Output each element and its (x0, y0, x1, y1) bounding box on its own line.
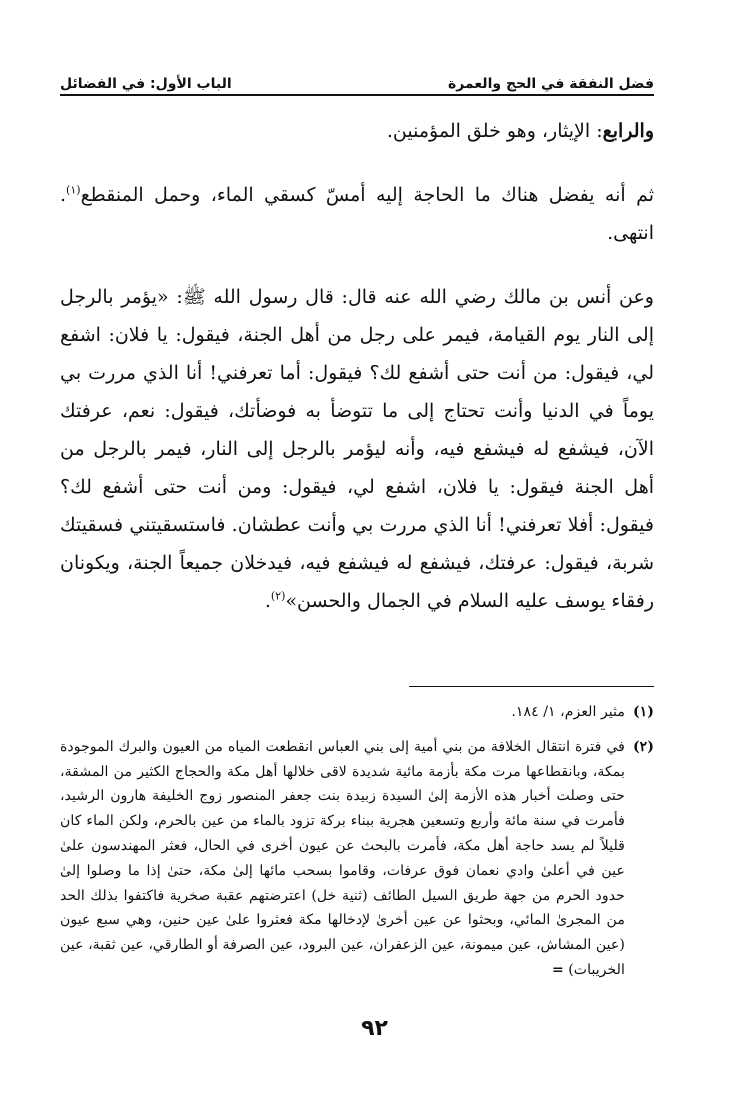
footnote-1-number: (١) (632, 704, 654, 720)
footnote-1 (60, 700, 654, 725)
footnote-2-text: في فترة انتقال الخلافة من بني أمية إلى بني العباس انقطعت المياه من العيون والبرك الموجودة بمكة، وبانقطاعها مرت مكة بأزمة مائية شديدة لاقى خلالها أهل مكة والحجاج الكثير من المشقة، حتى وصلت أخبار هذه الأزمة إلىٰ السيدة زبيدة بنت جعفر المنصور زوج الخليفة هارون الرشيد، فأمرت في سنة مائة وأربع وتسعين هجرية ببناء بركة تزود بالماء من عين بالحرم، ولكن الماء كان قليلاً لم يسد حاجة أهل مكة، فأمرت بالبحث عن عيون أخرى في الحال، فعثر المهندسون علىٰ عين في أعلىٰ وادي نعمان فوق عرفات، وقاموا بسحب مائها إلىٰ مكة، حتىٰ إذا ما وصلوا إلىٰ حدود الحرم من جهة طريق السيل الطائف (ثنية خل) اعترضتهم عقبة صخرية فاكتفوا بذلك الحد من المجرىٰ المائي، وبحثوا عن عين أخرىٰ لإدخالها مكة فعثروا علىٰ عين حنين، وهي سبع عيون (عين المشاش، عين ميمونة، عين الزعفران، عين البرود، عين الصرفة أو الطارقي، عين ثقبة، عين الخريبات) (60, 738, 625, 978)
paragraph-3-end: . (264, 590, 271, 612)
paragraph-1-text: : الإيثار، وهو خلق المؤمنين. (386, 120, 603, 142)
paragraph-2-text: ثم أنه يفضل هناك ما الحاجة إليه أمسّ كسقي الماء، وحمل المنقطع (80, 184, 654, 206)
footnote-1-text: مثير العزم، ١/ ١٨٤. (511, 704, 625, 720)
paragraph-1 (60, 112, 654, 150)
footnote-ref-2[interactable]: (٢) (270, 589, 286, 603)
footnote-ref-1[interactable]: (١) (66, 183, 81, 197)
footnote-2-number: (٢) (632, 738, 654, 755)
footnote-separator (409, 686, 654, 687)
header-book-title: فضل النفقة في الحج والعمرة (448, 76, 654, 92)
paragraph-3 (60, 278, 654, 620)
main-text (60, 112, 654, 620)
continuation-mark: = (551, 961, 564, 978)
paragraph-1-lead: والرابع (602, 120, 654, 142)
header-chapter-title: الباب الأول: في الفضائل (60, 76, 232, 92)
footnote-2-body (60, 735, 625, 983)
page-number: ٩٢ (361, 1016, 388, 1041)
footnote-2 (60, 735, 654, 983)
running-header (60, 64, 654, 92)
paragraph-3-text: وعن أنس بن مالك رضي الله عنه قال: قال رسول الله ﷺ: «يؤمر بالرجل إلى النار يوم القيامة، فيمر على رجل من أهل الجنة، فيقول: يا فلان: اشفع لي، فيقول: من أنت حتى أشفع لك؟ فيقول: أما تعرفني! أنا الذي مررت بي يوماً في الدنيا وأنت تحتاج إلى ما تتوضأ به فوضأتك، فيقول: نعم، عرفتك الآن، فيشفع له فيشفع فيه، وأنه ليؤمر بالرجل إلى النار، فيمر بالرجل من أهل الجنة فيقول: يا فلان، اشفع لي، فيقول: ومن أنت حتى أشفع لك؟ فيقول: أفلا تعرفني! أنا الذي مررت بي وأنت عطشان. فاستسقيتني فسقيتك شربة، فيقول: عرفتك، فيشفع له فيشفع فيه، فيدخلان جميعاً الجنة، ويكونان رفقاء يوسف عليه السلام في الجمال والحسن» (60, 286, 654, 612)
paragraph-2-end: . انتهى. (60, 184, 654, 244)
footnotes (60, 700, 654, 983)
paragraph-2 (60, 176, 654, 252)
header-rule (60, 94, 654, 96)
